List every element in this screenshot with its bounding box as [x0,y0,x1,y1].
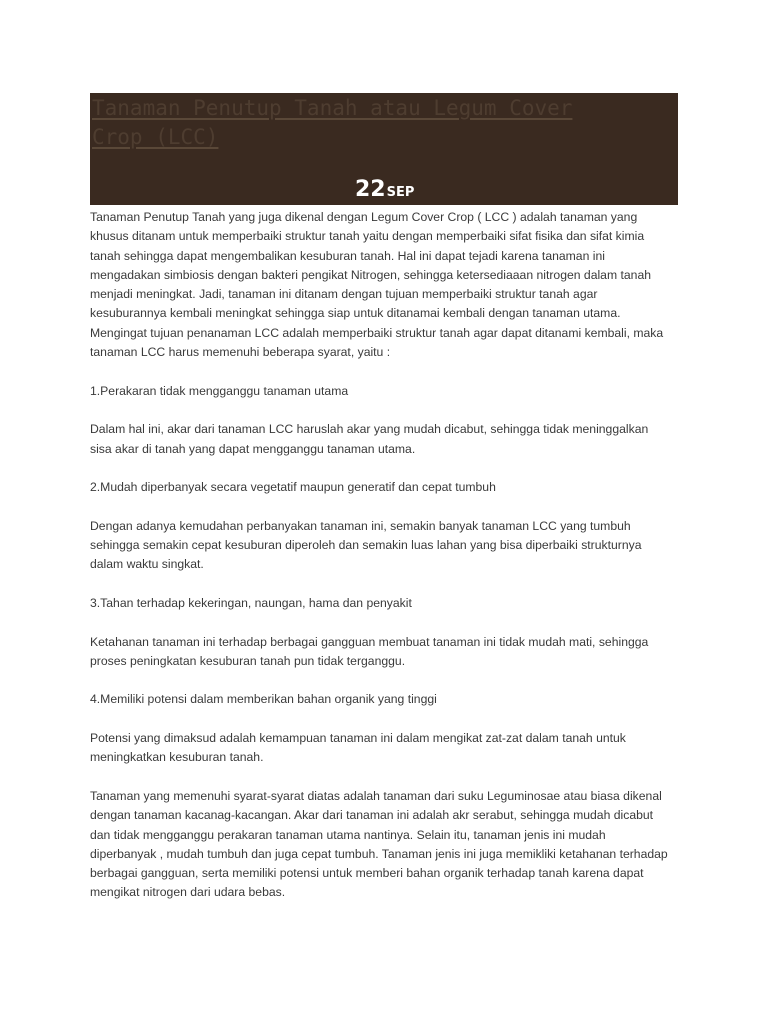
requirement-text-1: Dalam hal ini, akar dari tanaman LCC haruslah akar yang mudah dicabut, sehingga tidak meninggalkan sisa akar di tanah yang dapat mengganggu tanaman utama. [90,422,649,456]
requirement-heading-4: 4.Memiliki potensi dalam memberikan bahan organik yang tinggi [90,692,437,707]
date-badge [355,177,414,203]
conclusion-paragraph: Tanaman yang memenuhi syarat-syarat diatas adalah tanaman dari suku Leguminosae atau biasa dikenal dengan tanaman kacanag-kacangan. Akar dari tanaman ini adalah akr serabut, sehingga mudah dicabut dan tidak mengganggu perakaran tanaman utama nantinya. Selain itu, tanaman jenis ini mudah diperbanyak , mudah tumbuh dan juga cepat tumbuh. Tanaman jenis ini juga memikliki ketahanan terhadap berbagai gangguan, serta memiliki potensi untuk memberi bahan organik terhadap tanah karena dapat mengikat nitrogen dari udara bebas. [90,788,668,900]
requirement-heading-3: 3.Tahan terhadap kekeringan, naungan, hama dan penyakit [90,595,412,610]
date-day: 22 [355,177,386,202]
article-body [90,208,670,922]
requirement-heading-2: 2.Mudah diperbanyak secara vegetatif maupun generatif dan cepat tumbuh [90,480,496,495]
requirement-text-2: Dengan adanya kemudahan perbanyakan tanaman ini, semakin banyak tanaman LCC yang tumbuh sehingga semakin cepat kesuburan diperoleh dan semakin luas lahan yang bisa diperbaiki strukturnya dalam waktu singkat. [90,518,642,572]
requirement-text-3: Ketahanan tanaman ini terhadap berbagai gangguan membuat tanaman ini tidak mudah mati, sehingga proses peningkatan kesuburan tanah pun tidak terganggu. [90,634,649,668]
intro-paragraph: Tanaman Penutup Tanah yang juga dikenal dengan Legum Cover Crop ( LCC ) adalah tanaman yang khusus ditanam untuk memperbaiki struktur tanah yaitu dengan memperbaiki sifat fisika dan sifat kimia tanah sehingga dapat mengembalikan kesuburan tanah. Hal ini dapat tejadi karena tanaman ini mengadakan simbiosis dengan bakteri pengikat Nitrogen, sehingga ketersediaaan nitrogen dalam tanah menjadi meningkat. Jadi, tanaman ini ditanam dengan tujuan memperbaiki struktur tanah agar kesuburannya kembali meningkat sehingga siap untuk ditanamai kembali dengan tanaman utama. Mengingat tujuan penanaman LCC adalah memperbaiki struktur tanah agar dapat ditanami kembali, maka tanaman LCC harus memenuhi beberapa syarat, yaitu : [90,210,664,360]
post-title-link[interactable]: Tanaman Penutup Tanah atau Legum Cover Crop (LCC) [92,96,573,149]
requirement-text-4: Potensi yang dimaksud adalah kemampuan tanaman ini dalam mengikat zat-zat dalam tanah untuk meningkatkan kesuburan tanah. [90,731,626,765]
requirement-heading-1: 1.Perakaran tidak mengganggu tanaman utama [90,383,349,398]
date-month: SEP [386,185,415,200]
